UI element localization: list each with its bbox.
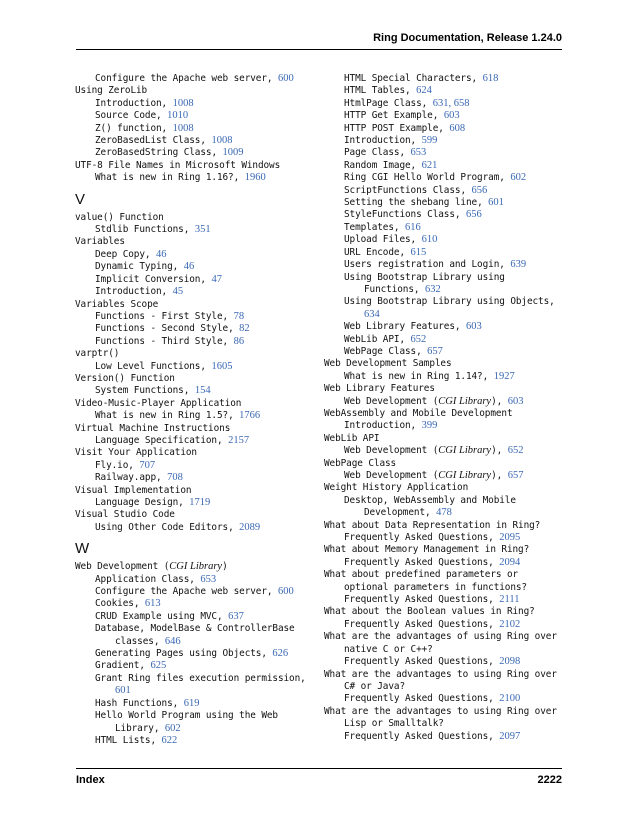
index-subentry: Frequently Asked Questions, 2098 (344, 656, 521, 668)
index-subentry: Setting the shebang line, 601 (344, 197, 504, 209)
entry-text: Fly.io (95, 459, 129, 471)
entry-text: WebPage Class (324, 457, 397, 469)
entry-text: Using Bootstrap Library using Functions (344, 271, 505, 295)
entry-text: Frequently Asked Questions (344, 693, 489, 705)
index-entry (75, 398, 311, 410)
entry-text: varptr() (75, 348, 120, 360)
index-subentry: Dynamic Typing, 46 (95, 261, 195, 273)
entry-text: Variables Scope (75, 298, 159, 310)
page-link[interactable]: 653 (410, 147, 427, 159)
page-link[interactable]: 46 (183, 261, 195, 273)
index-subentry: Language Specification, 2157 (95, 434, 250, 446)
page-link[interactable]: 624 (416, 85, 432, 97)
index-subentry: What is new in Ring 1.14?, 1927 (344, 370, 515, 382)
entry-text: Visit Your Application (75, 447, 197, 459)
page-link[interactable]: 631, 658 (432, 97, 470, 109)
entry-text: HTML Special Characters (344, 73, 472, 84)
index-subentry: Ring CGI Hello World Program, 602 (344, 172, 527, 184)
entry-text: Cookies (95, 598, 134, 610)
page-link[interactable]: 78 (233, 310, 245, 322)
entry-text: Language Design (95, 497, 179, 508)
page-link[interactable]: 603 (507, 395, 524, 407)
entry-text: Frequently Asked Questions (344, 618, 489, 630)
index-subentry: HTML Tables, 624 (344, 85, 432, 97)
page-link[interactable]: 2097 (499, 730, 521, 742)
index-subentry: Configure the Apache web server, 600 (95, 73, 294, 84)
index-subentry: Frequently Asked Questions, 2095 (344, 532, 521, 544)
entry-text: Frequently Asked Questions (344, 730, 489, 742)
page-link[interactable]: 478 (436, 507, 452, 519)
index-subentry: Gradient, 625 (95, 660, 167, 672)
entry-text: Video-Music-Player Application (75, 397, 242, 409)
index-subentry: Application Class, 653 (95, 573, 217, 585)
entry-text: CRUD Example using MVC (95, 610, 217, 622)
index-subentry: HTML Special Characters, 618 (344, 73, 499, 84)
index-subentry: Low Level Functions, 1605 (95, 360, 233, 372)
page-link[interactable]: 708 (167, 472, 183, 484)
index-subentry: Templates, 616 (344, 221, 421, 233)
index-subentry: HTML Lists, 622 (95, 734, 178, 746)
entry-text: HTML Tables (344, 85, 405, 97)
entry-text: Frequently Asked Questions (344, 532, 489, 544)
entry-text: What about predefined parameters or optional parameters in functions? (324, 569, 527, 593)
entry-text: Z() function (95, 122, 162, 134)
index-column-right (324, 73, 564, 743)
page-link[interactable]: 707 (139, 459, 156, 471)
page-link[interactable]: 639 (510, 259, 527, 271)
entry-text: StyleFunctions Class (344, 209, 455, 221)
page-link[interactable]: 656 (465, 209, 482, 221)
entry-text: Web Development (344, 470, 428, 481)
index-subentry: Implicit Conversion, 47 (95, 273, 222, 285)
entry-text: Page Class (344, 147, 400, 159)
page-link[interactable]: 82 (239, 323, 250, 335)
page-link[interactable]: 603 (443, 110, 460, 122)
page-link[interactable]: 603 (465, 321, 482, 333)
page-link[interactable]: 47 (211, 273, 222, 285)
index-entry (75, 373, 311, 385)
entry-text: What about the Boolean values in Ring? (324, 606, 535, 618)
index-subentry: WebLib API, 652 (344, 333, 427, 345)
page-link[interactable]: 1605 (211, 360, 233, 372)
entry-text: Visual Implementation (75, 484, 192, 496)
page-link[interactable]: 615 (410, 246, 427, 258)
page-link[interactable]: 656 (471, 184, 488, 196)
entry-text: ScriptFunctions Class (344, 184, 461, 196)
index-subentry: Introduction, 45 (95, 286, 184, 298)
index-subentry: Z() function, 1008 (95, 122, 194, 134)
index-subentry: Web Library Features, 603 (344, 321, 482, 333)
footer-page-number: 2222 (537, 774, 562, 786)
index-subentry: Using Bootstrap Library using Objects, 634 (344, 296, 555, 320)
index-entry (324, 606, 564, 618)
index-entry (75, 348, 311, 360)
page-link[interactable]: 657 (507, 470, 524, 481)
page-link[interactable]: 351 (194, 224, 211, 236)
page-link[interactable]: 652 (410, 333, 427, 345)
index-entry (324, 669, 564, 694)
entry-text: Introduction (344, 420, 411, 432)
page-link[interactable]: 602 (164, 722, 181, 734)
page-link[interactable]: 2102 (499, 618, 521, 630)
page-link[interactable]: 625 (150, 660, 167, 672)
entry-text: URL Encode (344, 246, 400, 258)
page-link[interactable]: 610 (421, 234, 438, 246)
entry-text: Frequently Asked Questions (344, 556, 489, 568)
entry-text: System Functions (95, 385, 184, 397)
index-entry (324, 544, 564, 556)
index-subentry: Page Class, 653 (344, 147, 427, 159)
index-entry (324, 433, 564, 445)
page-link[interactable]: 613 (144, 598, 161, 610)
entry-text: Variables (75, 236, 125, 248)
index-subentry: Generating Pages using Objects, 626 (95, 648, 289, 660)
index-subentry: Database, ModelBase & ControllerBase classes, 646 (95, 623, 295, 647)
entry-qualifier: CGI Library (169, 561, 223, 573)
page-link[interactable]: 86 (233, 335, 245, 347)
index-subentry: Web Development (CGI Library), 657 (344, 470, 524, 481)
page-link[interactable]: 399 (421, 420, 438, 432)
index-entry (75, 160, 311, 172)
page-link[interactable]: 618 (482, 73, 499, 84)
entry-text: Web Library Features (324, 383, 435, 395)
page-link[interactable]: 608 (449, 122, 466, 134)
page-link[interactable]: 46 (156, 248, 167, 260)
index-subentry: Language Design, 1719 (95, 497, 211, 508)
page-link[interactable]: 2089 (239, 521, 261, 533)
page-link[interactable]: 1927 (493, 370, 515, 382)
entry-text: What is new in Ring 1.14? (344, 370, 483, 382)
page-link[interactable]: 154 (194, 385, 211, 397)
page-link[interactable]: 637 (228, 610, 244, 622)
entry-text: Stdlib Functions (95, 224, 184, 236)
entry-text: Web Development (344, 445, 428, 457)
index-section-letter: V (75, 190, 86, 208)
entry-text: What about Memory Management in Ring? (324, 544, 530, 556)
entry-text: Upload Files (344, 234, 411, 246)
entry-qualifier: CGI Library (438, 470, 492, 481)
index-subentry: Introduction, 599 (344, 135, 438, 147)
index-entry (324, 458, 564, 470)
index-subentry: Frequently Asked Questions, 2097 (344, 730, 521, 742)
entry-text: Ring CGI Hello World Program (344, 172, 500, 184)
entry-text: Gradient (95, 660, 140, 672)
entry-text: Source Code (95, 110, 156, 122)
index-entry (75, 212, 311, 224)
entry-text: What are the advantages to using Ring over C# or Java? (324, 668, 557, 692)
page-link[interactable]: 2098 (499, 656, 521, 668)
entry-text: Functions - Second Style (95, 323, 229, 335)
page-link[interactable]: 646 (164, 635, 181, 647)
index-subentry: ZeroBasedString Class, 1009 (95, 147, 244, 159)
index-subentry: ZeroBasedList Class, 1008 (95, 135, 233, 147)
entry-text: Web Library Features (344, 321, 455, 333)
entry-text: Using Bootstrap Library using Objects (344, 296, 550, 308)
entry-text: Dynamic Typing (95, 261, 173, 273)
page-link[interactable]: 2100 (499, 693, 521, 705)
entry-text: Users registration and Login (344, 259, 500, 271)
entry-text: Functions - Third Style (95, 335, 223, 347)
entry-text: What is new in Ring 1.5? (95, 410, 229, 422)
index-subentry: HtmlPage Class, 631, 658 (344, 97, 470, 109)
page-link[interactable]: 634 (364, 308, 380, 320)
index-subentry: Cookies, 613 (95, 598, 161, 610)
entry-text: ZeroBasedList Class (95, 135, 201, 147)
index-subentry: Upload Files, 610 (344, 234, 438, 246)
page-header-title: Ring Documentation, Release 1.24.0 (373, 32, 562, 44)
entry-text: What are the advantages of using Ring over native C or C++? (324, 631, 557, 655)
index-subentry: ScriptFunctions Class, 656 (344, 184, 488, 196)
index-subentry: Introduction, 399 (344, 420, 438, 432)
entry-text: WebPage Class (344, 345, 417, 357)
page-link[interactable]: 1766 (239, 410, 261, 422)
page-link[interactable]: 1008 (172, 97, 194, 109)
entry-text: Introduction (95, 286, 162, 298)
entry-text: Web Development (75, 561, 159, 573)
entry-text: Application Class (95, 573, 190, 585)
entry-text: Hello World Program using the Web Library (95, 710, 278, 734)
entry-text: What are the advantages to using Ring over Lisp or Smalltalk? (324, 705, 557, 730)
entry-text: Web Development (344, 395, 428, 407)
index-subentry: URL Encode, 615 (344, 246, 427, 258)
entry-text: What is new in Ring 1.16? (95, 172, 234, 184)
footer-section-label: Index (76, 774, 105, 786)
entry-text: Weight History Application (324, 482, 469, 494)
entry-text: Configure the Apache web server (95, 586, 267, 598)
index-entry (324, 631, 564, 656)
entry-text: Configure the Apache web server (95, 73, 267, 84)
page-link[interactable]: 1009 (222, 147, 244, 159)
entry-text: Frequently Asked Questions (344, 594, 489, 606)
entry-text: Implicit Conversion (95, 273, 201, 285)
page-link[interactable]: 601 (488, 197, 504, 209)
entry-text: Desktop, WebAssembly and Mobile Development (344, 494, 516, 519)
index-subentry: Frequently Asked Questions, 2094 (344, 556, 521, 568)
entry-text: Random Image (344, 159, 411, 171)
entry-text: Introduction (95, 97, 162, 109)
page-link[interactable]: 2095 (499, 532, 521, 544)
entry-text: Version() Function (75, 372, 175, 384)
index-subentry: Functions - First Style, 78 (95, 310, 245, 322)
page-link[interactable]: 626 (272, 648, 289, 660)
index-subentry: Deep Copy, 46 (95, 248, 167, 260)
entry-text: UTF-8 File Names in Microsoft Windows (75, 159, 281, 171)
index-entry (324, 482, 564, 494)
index-subentry: Source Code, 1010 (95, 110, 189, 122)
page-link[interactable]: 602 (510, 172, 527, 184)
page-link[interactable]: 600 (277, 73, 294, 84)
index-subentry: StyleFunctions Class, 656 (344, 209, 482, 221)
page-link[interactable]: 1719 (189, 497, 211, 508)
index-entry (324, 706, 564, 731)
index-entry: Web Development (CGI Library) (75, 561, 228, 573)
page-link[interactable]: 1960 (244, 172, 266, 184)
entry-text: Using Other Code Editors (95, 521, 229, 533)
entry-text: Hash Functions (95, 697, 173, 709)
entry-text: WebAssembly and Mobile Development (324, 407, 513, 419)
index-column-left (75, 73, 311, 747)
entry-text: Virtual Machine Instructions (75, 422, 231, 434)
entry-text: Language Specification (95, 434, 217, 446)
page-link[interactable]: 45 (172, 286, 184, 298)
index-subentry: WebPage Class, 657 (344, 345, 443, 357)
page-link[interactable]: 599 (421, 135, 438, 147)
entry-text: ZeroBasedString Class (95, 147, 212, 159)
entry-text: value() Function (75, 211, 164, 223)
page-link[interactable]: 616 (405, 221, 421, 233)
page-link[interactable]: 1010 (167, 110, 189, 122)
index-subentry: Using Bootstrap Library using Functions, 632 (344, 271, 505, 295)
page-link[interactable]: 619 (183, 697, 200, 709)
page-link[interactable]: 600 (277, 586, 294, 598)
index-subentry: Desktop, WebAssembly and Mobile Development, 478 (344, 494, 516, 519)
index-subentry: Stdlib Functions, 351 (95, 224, 211, 236)
index-subentry: Using Other Code Editors, 2089 (95, 521, 261, 533)
entry-text: HTTP POST Example (344, 122, 439, 134)
entry-text: Frequently Asked Questions (344, 656, 489, 668)
entry-text: Using ZeroLib (75, 85, 148, 97)
page-link[interactable]: 657 (427, 345, 443, 357)
entry-text: Grant Ring files execution permission (95, 672, 301, 684)
page-link[interactable]: 601 (115, 685, 131, 697)
page-link[interactable]: 622 (161, 734, 178, 746)
index-subentry: Random Image, 621 (344, 159, 438, 171)
page-link[interactable]: 2094 (499, 556, 521, 568)
page-link[interactable]: 652 (507, 445, 524, 457)
index-subentry: Web Development (CGI Library), 652 (344, 445, 524, 457)
index-subentry: HTTP Get Example, 603 (344, 110, 460, 122)
page-link[interactable]: 2157 (228, 434, 250, 446)
index-subentry: What is new in Ring 1.16?, 1960 (95, 172, 266, 184)
entry-text: Deep Copy (95, 248, 145, 260)
footer-rule (76, 768, 562, 769)
entry-qualifier: CGI Library (438, 395, 492, 407)
page-link[interactable]: 2111 (499, 594, 520, 606)
index-subentry: Railway.app, 708 (95, 472, 183, 484)
entry-text: Generating Pages using Objects (95, 648, 262, 660)
index-entry (75, 423, 311, 435)
index-subentry: CRUD Example using MVC, 637 (95, 610, 244, 622)
index-entry (75, 485, 311, 497)
index-subentry: Hash Functions, 619 (95, 697, 200, 709)
header-rule (76, 49, 562, 50)
index-entry (75, 299, 311, 311)
entry-text: Low Level Functions (95, 360, 201, 372)
entry-text: Database, ModelBase & ControllerBase classes (95, 623, 295, 647)
entry-text: WebLib API (344, 333, 400, 345)
index-subentry: Hello World Program using the Web Library, 602 (95, 710, 278, 734)
entry-text: Introduction (344, 135, 411, 147)
index-subentry: Introduction, 1008 (95, 97, 194, 109)
entry-text: WebLib API (324, 432, 380, 444)
entry-text: Templates (344, 221, 394, 233)
entry-text: HTML Lists (95, 734, 151, 746)
index-section-letter: W (75, 540, 90, 558)
entry-text: Setting the shebang line (344, 197, 478, 209)
index-entry (324, 520, 564, 532)
page-link[interactable]: 1008 (211, 135, 233, 147)
index-entry (75, 85, 311, 97)
index-subentry: Frequently Asked Questions, 2100 (344, 693, 521, 705)
index-subentry: Web Development (CGI Library), 603 (344, 395, 524, 407)
entry-text: Functions - First Style (95, 310, 223, 322)
entry-text: Railway.app (95, 472, 156, 484)
page-link[interactable]: 621 (421, 159, 438, 171)
entry-text: Web Development Samples (324, 358, 452, 370)
index-entry (324, 569, 564, 594)
index-entry (75, 509, 311, 521)
page-link[interactable]: 1008 (172, 122, 194, 134)
entry-text: HtmlPage Class (344, 97, 422, 109)
index-entry (75, 447, 311, 459)
entry-qualifier: CGI Library (438, 445, 492, 457)
index-entry (324, 358, 564, 370)
index-entry (324, 408, 564, 420)
index-subentry: Functions - Third Style, 86 (95, 335, 245, 347)
index-subentry: Configure the Apache web server, 600 (95, 586, 294, 598)
index-subentry: Frequently Asked Questions, 2102 (344, 618, 521, 630)
index-subentry: System Functions, 154 (95, 385, 211, 397)
index-subentry: HTTP POST Example, 608 (344, 122, 466, 134)
page-link[interactable]: 632 (425, 283, 441, 295)
index-subentry: Frequently Asked Questions, 2111 (344, 594, 520, 606)
page-link[interactable]: 653 (200, 573, 217, 585)
index-subentry: Users registration and Login, 639 (344, 259, 527, 271)
index-entry (324, 383, 564, 395)
entry-text: HTTP Get Example (344, 110, 433, 122)
index-subentry: What is new in Ring 1.5?, 1766 (95, 410, 261, 422)
index-subentry: Fly.io, 707 (95, 459, 156, 471)
entry-text: Visual Studio Code (75, 509, 175, 521)
entry-text: What about Data Representation in Ring? (324, 519, 541, 531)
index-subentry: Grant Ring files execution permission, 601 (95, 672, 306, 697)
index-subentry: Functions - Second Style, 82 (95, 323, 250, 335)
index-entry (75, 236, 311, 248)
